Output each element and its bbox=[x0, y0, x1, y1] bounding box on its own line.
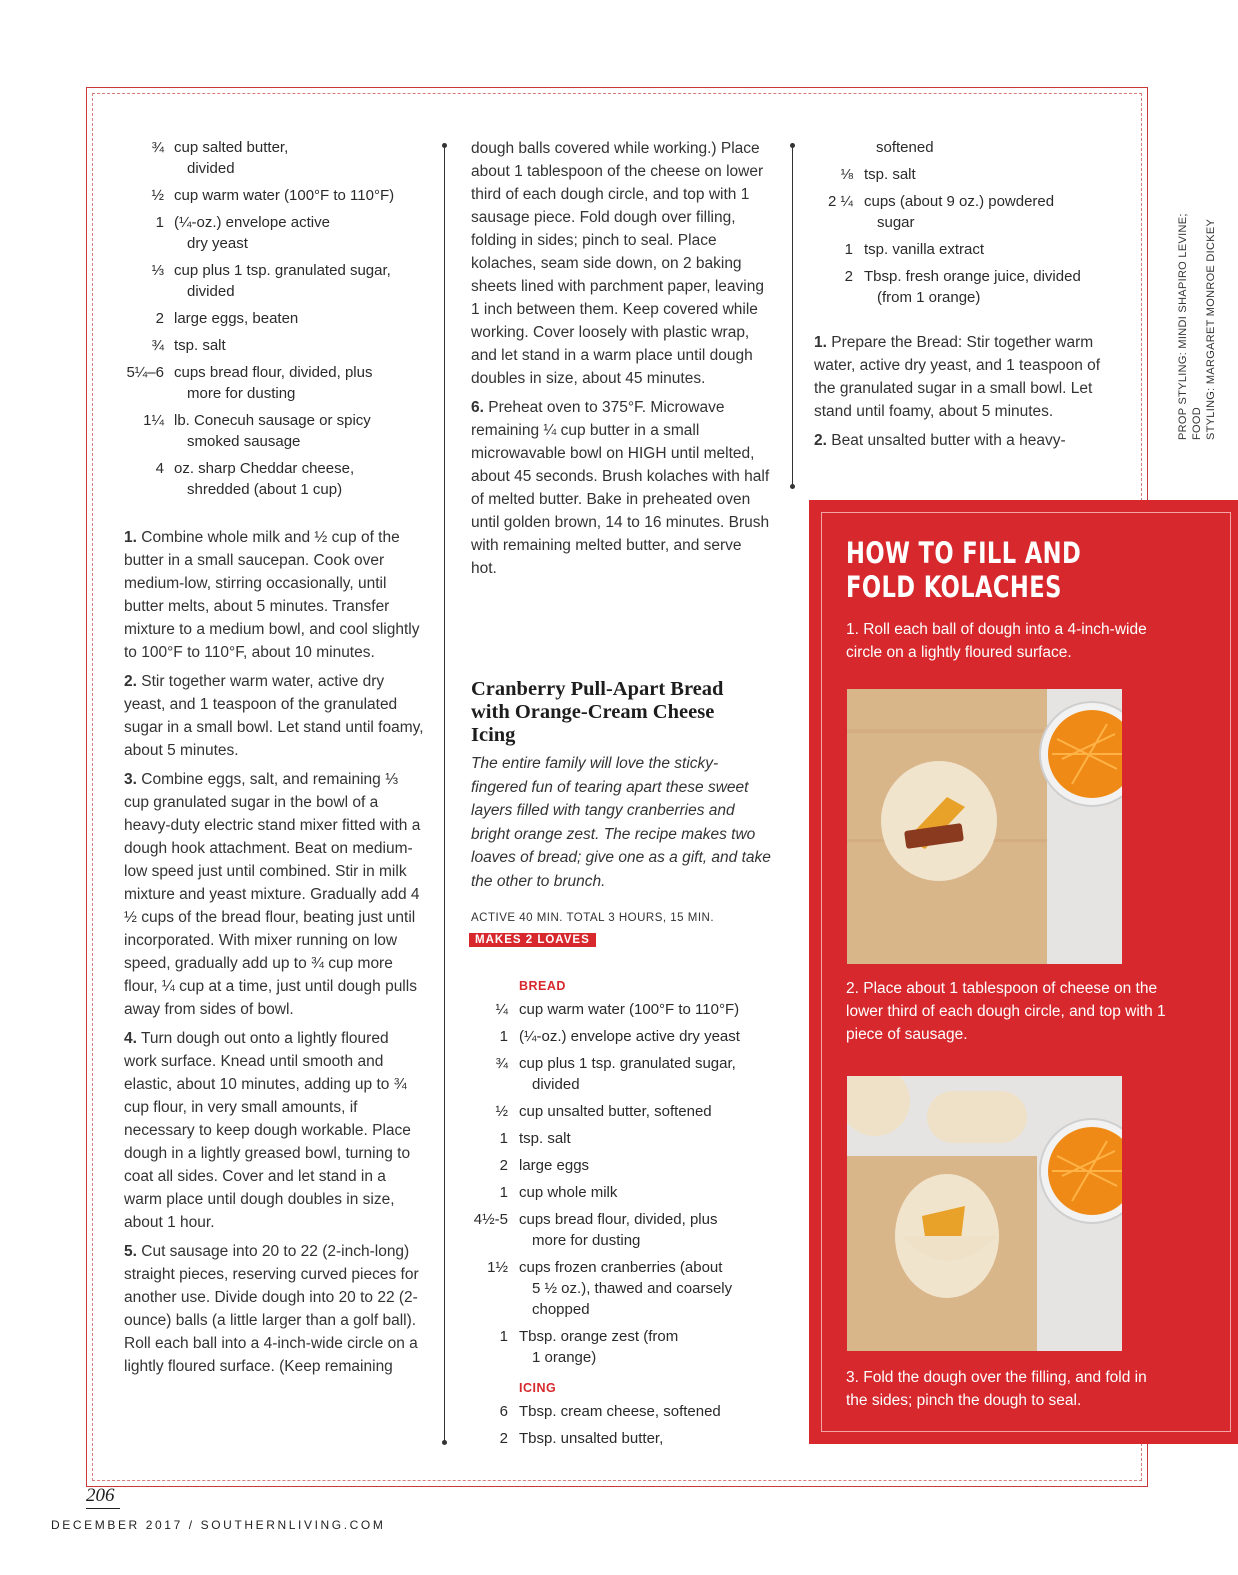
ingredient-item bbox=[466, 1182, 776, 1203]
ingredient-text: cup plus 1 tsp. granulated sugar, bbox=[519, 1055, 736, 1072]
step-text: Combine eggs, salt, and remaining ⅓ cup granulated sugar in the bowl of a heavy-duty electric stand mixer fitted with a dough hook attachment. Beat on medium-low speed just until combined. Stir in milk mixture and yeast mixture. Gradually add 4 ½ cups of the bread flour, beating just until incorporated. With mixer running on low speed, gradually add up to ¾ cup more flour, ¼ cup at a time, just until dough pulls away from sides of bowl. bbox=[124, 771, 421, 1018]
dough-circle-photo bbox=[847, 689, 1122, 964]
sidebar-title-line: FOLD KOLACHES bbox=[846, 570, 1062, 604]
credit-line: STYLING: MARGARET MONROE DICKEY bbox=[1205, 218, 1217, 440]
sidebar-title-line: HOW TO FILL AND bbox=[846, 536, 1082, 570]
bread-ingredient-list bbox=[466, 999, 776, 1374]
sidebar-step-3: 3. Fold the dough over the filling, and fold in the sides; pinch the dough to seal. bbox=[846, 1369, 1147, 1409]
ingredient-text: cup salted butter, bbox=[174, 139, 289, 156]
ingredient-text: divided bbox=[187, 283, 235, 300]
icing-ingredient-list-continued bbox=[815, 164, 1125, 314]
step-number: 1. bbox=[814, 334, 827, 351]
ingredient-quantity: ⅛ bbox=[840, 166, 853, 183]
ingredient-text: cup whole milk bbox=[519, 1184, 618, 1201]
photo-folded-dough bbox=[847, 1076, 1122, 1351]
step-text: Preheat oven to 375°F. Microwave remaining ¼ cup butter in a small microwavable bowl on HIGH until melted, about 45 seconds. Brush kolaches with half of melted butter. Bake in preheated oven until golden brown, 14 to 16 minutes. Brush with remaining melted butter, and serve hot. bbox=[471, 399, 770, 577]
sidebar-step-2: 2. Place about 1 tablespoon of cheese on the lower third of each dough circle, and top with 1 piece of sausage. bbox=[846, 980, 1166, 1043]
sidebar-step-1: 1. Roll each ball of dough into a 4-inch-wide circle on a lightly floured surface. bbox=[846, 621, 1147, 661]
ingredient-quantity: 1½ bbox=[487, 1259, 508, 1276]
ingredient-text: (¼-oz.) envelope active bbox=[174, 214, 330, 231]
ingredient-text: cups bread flour, divided, plus bbox=[519, 1211, 718, 1228]
bread-method-steps bbox=[814, 331, 1104, 458]
recipe-title: Cranberry Pull-Apart Bread with Orange-Cream Cheese Icing bbox=[471, 678, 724, 746]
ingredient-text: lb. Conecuh sausage or spicy bbox=[174, 412, 371, 429]
icing-ingredient-list bbox=[466, 1401, 776, 1455]
ingredient-quantity: ¾ bbox=[495, 1055, 508, 1072]
ingredient-item bbox=[120, 410, 430, 452]
ingredient-item bbox=[120, 362, 430, 404]
ingredient-quantity: 2 bbox=[155, 310, 164, 327]
ingredient-text: divided bbox=[187, 160, 235, 177]
ingredient-text: tsp. salt bbox=[174, 337, 226, 354]
ingredient-text: Tbsp. cream cheese, softened bbox=[519, 1403, 721, 1420]
ingredient-quantity: 1 bbox=[499, 1028, 508, 1045]
ingredient-quantity: 1¼ bbox=[143, 412, 164, 429]
step-text: Stir together warm water, active dry yeast, and 1 teaspoon of the granulated sugar in a small bowl. Let stand until foamy, about 5 minutes. bbox=[124, 673, 424, 759]
ingredient-text: dry yeast bbox=[187, 235, 248, 252]
credit-line: PROP STYLING: MINDI SHAPIRO LEVINE; FOOD bbox=[1177, 213, 1203, 440]
ingredient-text: divided bbox=[532, 1076, 580, 1093]
ingredient-quantity: 2 bbox=[844, 268, 853, 285]
ingredient-item bbox=[815, 191, 1125, 233]
ingredient-item bbox=[466, 1026, 776, 1047]
ingredient-quantity: ½ bbox=[495, 1103, 508, 1120]
ingredient-text: oz. sharp Cheddar cheese, bbox=[174, 460, 355, 477]
ingredient-quantity: 5¼–6 bbox=[126, 364, 164, 381]
method-step bbox=[124, 768, 424, 1021]
ingredient-text: 1 orange) bbox=[532, 1349, 597, 1366]
ingredient-text: large eggs, beaten bbox=[174, 310, 299, 327]
method-steps bbox=[124, 526, 424, 1384]
ingredient-quantity: 4 bbox=[155, 460, 164, 477]
ingredient-quantity: ¾ bbox=[151, 337, 164, 354]
ingredient-text: Tbsp. orange zest (from bbox=[519, 1328, 679, 1345]
ingredient-item bbox=[466, 999, 776, 1020]
ingredient-quantity: 1 bbox=[499, 1184, 508, 1201]
folded-dough-photo bbox=[847, 1076, 1122, 1351]
ingredient-item bbox=[815, 239, 1125, 260]
ingredient-text: tsp. vanilla extract bbox=[864, 241, 985, 258]
method-step bbox=[814, 429, 1104, 452]
ingredient-text: smoked sausage bbox=[187, 433, 301, 450]
page-number: 206 bbox=[86, 1485, 115, 1506]
ingredient-item bbox=[466, 1326, 776, 1368]
ingredient-item bbox=[120, 212, 430, 254]
ingredient-quantity: 2 ¼ bbox=[827, 193, 853, 210]
step-number: 5. bbox=[124, 1243, 137, 1260]
step-text: Prepare the Bread: Stir together warm water, active dry yeast, and 1 teaspoon of the granulated sugar in a small bowl. Let stand until foamy, about 5 minutes. bbox=[814, 334, 1101, 420]
yield-badge: MAKES 2 LOAVES bbox=[469, 933, 596, 947]
step-text: Cut sausage into 20 to 22 (2-inch-long) straight pieces, reserving curved pieces for another use. Divide dough into 20 to 22 (2-ounce) balls (a little larger than a golf ball). Roll each ball into a 4-inch-wide circle on a lightly floured surface. (Keep remaining bbox=[124, 1243, 419, 1375]
method-steps-continued bbox=[471, 137, 771, 586]
icing-continued bbox=[815, 137, 1115, 164]
method-step bbox=[124, 1027, 424, 1234]
step-number: 3. bbox=[124, 771, 137, 788]
method-step bbox=[124, 526, 424, 664]
ingredient-item bbox=[466, 1128, 776, 1149]
ingredient-text: Tbsp. unsalted butter, bbox=[519, 1430, 664, 1447]
step-number: 2. bbox=[814, 432, 827, 449]
ingredient-list bbox=[120, 137, 430, 506]
ingredient-quantity: 1 bbox=[499, 1328, 508, 1345]
ingredient-quantity: ½ bbox=[151, 187, 164, 204]
sidebar-title bbox=[846, 536, 1135, 604]
ingredient-item bbox=[815, 266, 1125, 308]
ingredient-quantity: ⅓ bbox=[151, 262, 164, 279]
ingredient-text: sugar bbox=[877, 214, 915, 231]
column-divider bbox=[444, 146, 445, 1442]
recipe-intro: The entire family will love the sticky-fingered fun of tearing apart these sweet layers filled with tangy cranberries and bright orange zest. The recipe makes two loaves of bread; give one as a gift, and take the other to brunch. bbox=[471, 755, 771, 890]
method-step bbox=[124, 670, 424, 762]
ingredient-item bbox=[120, 308, 430, 329]
ingredient-text: cup unsalted butter, softened bbox=[519, 1103, 712, 1120]
ingredient-quantity: 4½-5 bbox=[473, 1211, 508, 1228]
ingredient-item bbox=[466, 1401, 776, 1422]
step-number: 4. bbox=[124, 1030, 137, 1047]
step-number: 1. bbox=[124, 529, 137, 546]
ingredient-text: cup warm water (100°F to 110°F) bbox=[519, 1001, 740, 1018]
method-step bbox=[814, 331, 1104, 423]
ingredient-text: cups frozen cranberries (about bbox=[519, 1259, 723, 1276]
ingredient-text: shredded (about 1 cup) bbox=[187, 481, 343, 498]
ingredient-quantity: ¾ bbox=[151, 139, 164, 156]
step-5-continued: dough balls covered while working.) Place about 1 tablespoon of the cheese on lower third of each dough circle, and top with 1 sausage piece. Fold dough over filling, folding in sides; pinch to seal. Place kolaches, seam side down, on 2 baking sheets lined with parchment paper, leaving 1 inch between them. Keep covered while working. Cover loosely with plastic wrap, and let stand in a warm place until dough doubles in size, about 45 minutes. bbox=[471, 140, 764, 387]
ingredient-quantity: 1 bbox=[499, 1130, 508, 1147]
ingredient-quantity: ¼ bbox=[495, 1001, 508, 1018]
ingredient-text: cup plus 1 tsp. granulated sugar, bbox=[174, 262, 391, 279]
ingredient-quantity: 2 bbox=[499, 1430, 508, 1447]
ingredient-text: chopped bbox=[532, 1301, 590, 1318]
ingredient-item bbox=[466, 1053, 776, 1095]
method-step bbox=[124, 1240, 424, 1378]
recipe-times: ACTIVE 40 MIN. TOTAL 3 HOURS, 15 MIN. bbox=[471, 912, 715, 924]
step-text: Turn dough out onto a lightly floured work surface. Knead until smooth and elastic, about 10 minutes, adding up to ¾ cup flour, in very small amounts, if necessary to keep dough workable. Place dough in a lightly greased bowl, turning to coat all sides. Cover and let stand in a warm place until dough doubles in size, about 1 hour. bbox=[124, 1030, 411, 1231]
bread-heading: BREAD bbox=[519, 979, 566, 993]
ingredient-quantity: 2 bbox=[499, 1157, 508, 1174]
ingredient-text: (from 1 orange) bbox=[877, 289, 981, 306]
ingredient-item bbox=[120, 185, 430, 206]
ingredient-text: softened bbox=[876, 139, 934, 156]
page-number-rule bbox=[86, 1508, 120, 1509]
ingredient-text: large eggs bbox=[519, 1157, 590, 1174]
ingredient-text: 5 ½ oz.), thawed and coarsely bbox=[532, 1280, 733, 1297]
ingredient-item bbox=[466, 1257, 776, 1320]
ingredient-quantity: 6 bbox=[499, 1403, 508, 1420]
ingredient-text: tsp. salt bbox=[519, 1130, 571, 1147]
ingredient-item bbox=[120, 335, 430, 356]
ingredient-text: cups (about 9 oz.) powdered bbox=[864, 193, 1055, 210]
ingredient-item bbox=[466, 1209, 776, 1251]
ingredient-item bbox=[120, 458, 430, 500]
ingredient-item bbox=[466, 1155, 776, 1176]
ingredient-item bbox=[120, 137, 430, 179]
icing-heading: ICING bbox=[519, 1381, 557, 1395]
step-6 bbox=[471, 396, 771, 580]
ingredient-item bbox=[120, 260, 430, 302]
step-number: 2. bbox=[124, 673, 137, 690]
ingredient-item bbox=[466, 1428, 776, 1449]
photo-rolled-dough bbox=[847, 689, 1122, 964]
ingredient-text: cups bread flour, divided, plus bbox=[174, 364, 373, 381]
ingredient-text: Tbsp. fresh orange juice, divided bbox=[864, 268, 1081, 285]
ingredient-text: cup warm water (100°F to 110°F) bbox=[174, 187, 395, 204]
step-text: Combine whole milk and ½ cup of the butter in a small saucepan. Cook over medium-low, stirring occasionally, until butter melts, about 5 minutes. Transfer mixture to a medium bowl, and cool slightly to 100°F to 110°F, about 10 minutes. bbox=[124, 529, 420, 661]
ingredient-item bbox=[466, 1101, 776, 1122]
photo-credit bbox=[1176, 190, 1218, 440]
ingredient-quantity: 1 bbox=[844, 241, 853, 258]
ingredient-item bbox=[815, 164, 1125, 185]
ingredient-quantity: 1 bbox=[155, 214, 164, 231]
ingredient-text: more for dusting bbox=[532, 1232, 641, 1249]
issue-footer: DECEMBER 2017 / SOUTHERNLIVING.COM bbox=[51, 1518, 386, 1532]
step-number: 6. bbox=[471, 399, 484, 416]
ingredient-text: more for dusting bbox=[187, 385, 296, 402]
column-divider bbox=[792, 146, 793, 486]
ingredient-text: tsp. salt bbox=[864, 166, 916, 183]
ingredient-text: (¼-oz.) envelope active dry yeast bbox=[519, 1028, 740, 1045]
step-text: Beat unsalted butter with a heavy- bbox=[831, 432, 1066, 449]
